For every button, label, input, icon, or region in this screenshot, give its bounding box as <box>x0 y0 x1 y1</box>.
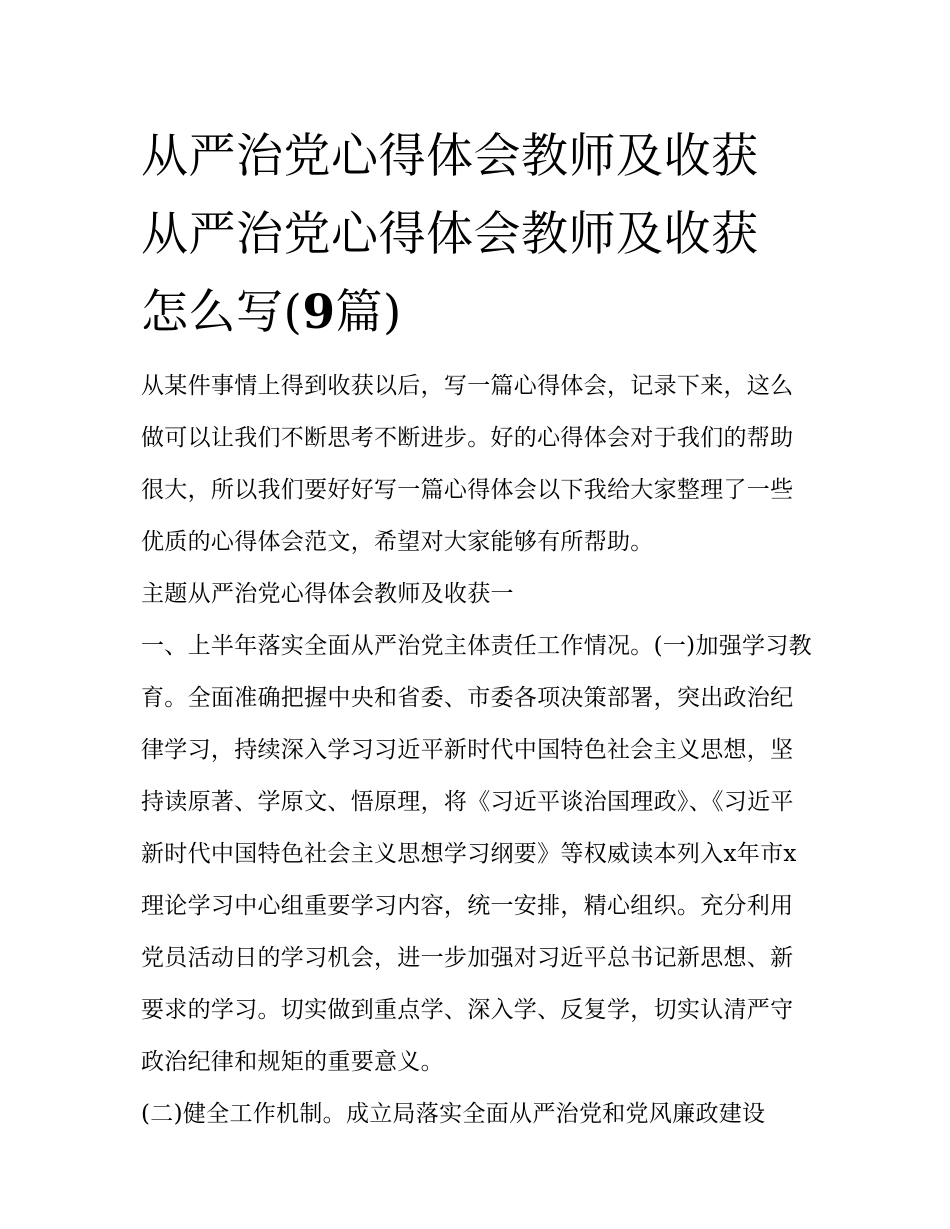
title-line-1: 从严治党心得体会教师及收获 <box>141 129 759 184</box>
document-title <box>141 118 813 352</box>
section-heading: 主题从严治党心得体会教师及收获一 <box>141 581 514 607</box>
body-paragraph-1: 一、上半年落实全面从严治党主体责任工作情况。(一)加强学习教育。全面准确把握中央和省委、市委各项决策部署，突出政治纪律学习，持续深入学习习近平新时代中国特色社会主义思想，坚持读原著、学原文、悟原理，将《习近平谈治国理政》、《习近平新时代中国特色社会主义思想学习纲要》等权威读本列入x年市x理论学习中心组重要学习内容，统一安排，精心组织。充分利用党员活动日的学习机会，进一步加强对习近平总书记新思想、新要求的学习。切实做到重点学、深入学、反复学，切实认清严守政治纪律和规矩的重要意义。 <box>141 633 812 1075</box>
document-content <box>141 118 813 1140</box>
intro-paragraph: 从某件事情上得到收获以后，写一篇心得体会，记录下来，这么做可以让我们不断思考不断进步。好的心得体会对于我们的帮助很大，所以我们要好好写一篇心得体会以下我给大家整理了一些优质的心得体会范文，希望对大家能够有所帮助。 <box>141 373 794 555</box>
document-body <box>141 360 813 1140</box>
title-article-count: 9 <box>302 285 336 340</box>
title-line-3-suffix: 篇) <box>335 285 402 340</box>
title-line-3-prefix: 怎么写( <box>141 285 303 340</box>
title-line-2: 从严治党心得体会教师及收获 <box>141 207 759 262</box>
body-paragraph-2: (二)健全工作机制。成立局落实全面从严治党和党风廉政建设 <box>141 1101 766 1127</box>
